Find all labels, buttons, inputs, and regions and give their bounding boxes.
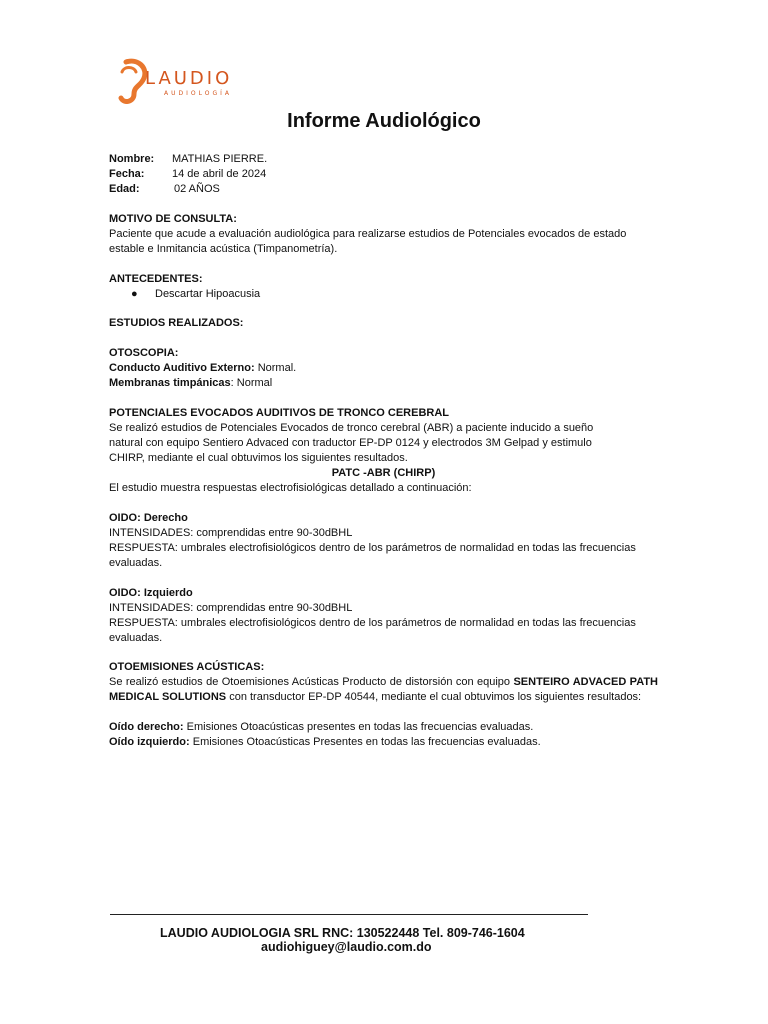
mt-label: Membranas timpánicas [109, 377, 231, 390]
oido-derecho-respuesta: RESPUESTA: umbrales electrofisiológicos dentro de los parámetros de normalidad en todas las frecuencias [109, 541, 636, 554]
otoemisiones-text-a: Se realizó estudios de Otoemisiones Acústicas Producto de distorsión con equipo [109, 676, 514, 689]
otoscopia-cae [109, 361, 658, 376]
potenciales-line: CHIRP, mediante el cual obtuvimos los siguientes resultados. [109, 451, 408, 464]
patient-date-row [109, 167, 658, 182]
patc-subheading: PATC -ABR (CHIRP) [331, 466, 436, 479]
antecedentes-item: Descartar Hipoacusia [155, 287, 261, 300]
antecedentes-heading: ANTECEDENTES: [109, 272, 203, 285]
cae-label: Conducto Auditivo Externo: [109, 362, 255, 375]
otoscopia-mt [109, 376, 658, 391]
date-label: Fecha: [109, 168, 145, 180]
oae-derecho-label: Oído derecho: [109, 721, 184, 734]
potenciales-line: Se realizó estudios de Potenciales Evocados de tronco cerebral (ABR) a paciente inducido a sueño [109, 421, 594, 434]
bullet-icon: ● [131, 287, 138, 300]
document-title: Informe Audiológico [287, 110, 481, 132]
potenciales-line: natural con equipo Sentiero Advaced con traductor EP-DP 0124 y electrodos 3M Gelpad y estimulo [109, 436, 592, 449]
equipment-name: SENTEIRO ADVACED PATH MEDICAL SOLUTIONS [109, 676, 658, 704]
otoemisiones-heading: OTOEMISIONES ACÚSTICAS: [109, 661, 265, 674]
footer-company: LAUDIO AUDIOLOGIA SRL RNC: 130522448 Tel. 809-746-1604 [160, 926, 525, 940]
age-value: 02 AÑOS [174, 183, 220, 195]
footer-email: audiohiguey@laudio.com.do [261, 940, 432, 954]
name-label: Nombre: [109, 153, 155, 165]
oae-derecho-value: Emisiones Otoacústicas presentes en todas las frecuencias evaluadas. [183, 721, 534, 734]
patient-name-row [109, 152, 658, 167]
oido-derecho-intensidades: INTENSIDADES: comprendidas entre 90-30dBHL [109, 526, 353, 539]
report-body [109, 152, 658, 750]
potenciales-heading: POTENCIALES EVOCADOS AUDITIVOS DE TRONCO CEREBRAL [109, 406, 450, 419]
logo-wordmark: LAUDIO [145, 68, 233, 89]
potenciales-line: El estudio muestra respuestas electrofisiológicas detallado a continuación: [109, 481, 472, 494]
oido-derecho-heading: OIDO: Derecho [109, 511, 188, 524]
otoscopia-heading: OTOSCOPIA: [109, 347, 179, 360]
oido-izquierdo-intensidades: INTENSIDADES: comprendidas entre 90-30dBHL [109, 601, 353, 614]
oae-izquierdo-value: Emisiones Otoacústicas Presentes en todas las frecuencias evaluadas. [189, 736, 541, 749]
oae-izquierdo-label: Oído izquierdo: [109, 736, 190, 749]
list-item [109, 287, 658, 302]
motivo-heading: MOTIVO DE CONSULTA: [109, 212, 237, 225]
patient-age-row [109, 182, 658, 197]
oido-izquierdo-heading: OIDO: Izquierdo [109, 586, 193, 599]
mt-value: : Normal [230, 377, 273, 390]
logo-subtitle: AUDIOLOGÍA [164, 90, 232, 97]
motivo-text: Paciente que acude a evaluación audiológica para realizarse estudios de Potenciales evocados de estado estable e Inmitancia acústica (Timpanometría). [109, 227, 627, 255]
laudio-logo [112, 56, 262, 104]
date-value: 14 de abril de 2024 [172, 168, 267, 180]
cae-value: Normal. [254, 362, 297, 375]
footer-divider [110, 914, 588, 915]
oae-izquierdo [109, 735, 658, 750]
oae-derecho [109, 720, 658, 735]
oido-izquierdo-respuesta-cont: evaluadas. [109, 631, 163, 644]
oido-derecho-respuesta-cont: evaluadas. [109, 556, 163, 569]
otoemisiones-text-c: con transductor EP-DP 40544, mediante el cual obtuvimos los siguientes resultados: [226, 691, 642, 704]
estudios-heading: ESTUDIOS REALIZADOS: [109, 317, 244, 330]
oido-izquierdo-respuesta: RESPUESTA: umbrales electrofisiológicos dentro de los parámetros de normalidad en todas las frecuencias [109, 616, 636, 629]
name-value: MATHIAS PIERRE. [172, 153, 268, 165]
otoemisiones-text [109, 675, 658, 705]
age-label: Edad: [109, 183, 140, 195]
